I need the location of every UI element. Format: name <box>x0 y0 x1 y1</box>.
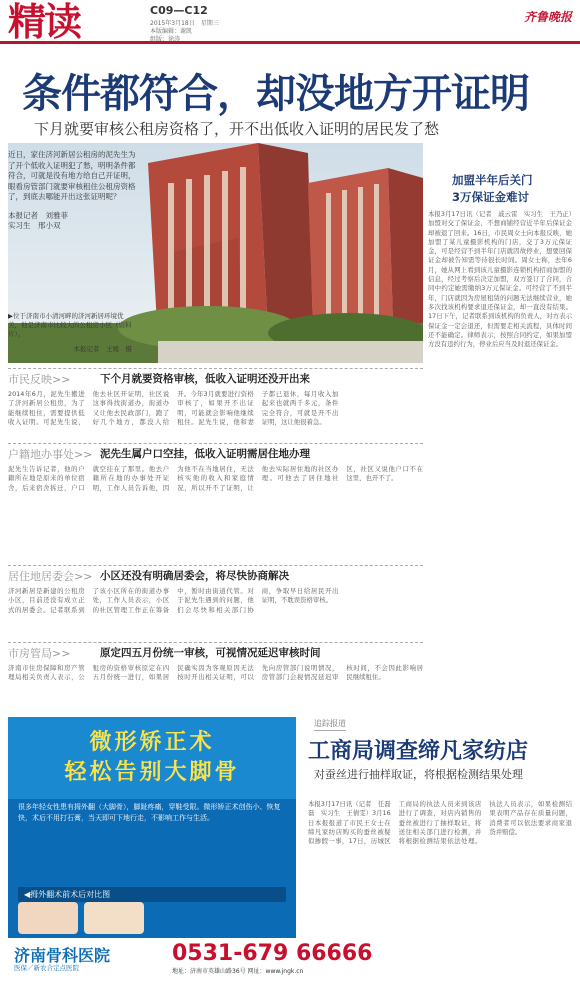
issue-info <box>150 20 219 44</box>
side-story-body: 本报3月17日讯（记者 戚云雷 实习生 王乃正）加盟对交了保证金，不想商铺经营近半年后保证金却被退了回来。16日，市民周女士向本报反映，她加盟了某儿童摄影机构的门店，交了3万元保证金，可是经营不到半年门店就因故停业，想要回保证金却被告知需等待很长时间。周女士称，去年6月，她从网上看到该儿童摄影连锁机构招商加盟的信息，经过考察后决定加盟，双方签订了合同，合同中约定她需缴纳3万元保证金。可经营了不到半年，门店就因为房屋租赁的问题无法继续营业，她多次找该机构要求退还保证金，却一直没有结果。17日下午，记者联系到该机构的负责人，对方表示保证金一定会退还，但需要走相关流程，具体时间还不能确定。律师表示，按照合同约定，如果加盟方没有违约行为，停业后应当及时退还保证金。 <box>428 210 572 349</box>
section-tag: 市房管局>> <box>8 647 71 660</box>
page-subhead: 下月就要审核公租房资格了，开不出低收入证明的居民发了愁 <box>34 120 440 138</box>
section-title: 小区还没有明确居委会，将尽快协商解决 <box>100 570 289 582</box>
intro-reporter: 本报记者 刘雅菲 <box>8 210 68 220</box>
side-title-line2: 3万保证金难讨 <box>452 190 530 204</box>
masthead-logo: 齐鲁晚报 <box>523 10 572 24</box>
header-bar <box>0 0 580 44</box>
section-body-4: 济南市住房保障和房产管理局相关负责人表示，公租房的资格审核原定在四五月份统一进行，如果居民确实因为客观原因无法按时开出相关证明，可以先向房管部门说明情况，房管部门会视情况延迟审核时间，不会因此影响居民继续租住。 <box>8 664 423 682</box>
ad-title-1: 微形矫正术 <box>89 730 215 755</box>
section-tag: 居住地居委会>> <box>8 570 93 583</box>
foot-after-image <box>84 902 144 934</box>
intro-paragraph: 近日，家住济河新居公租房的泥先生为了开个低收入证明犯了愁，明明条件都符合，可就是没有地方给自己开证明，眼看房管部门就要审核租住公租房资格了，到底去哪能开出这张证明呢？ <box>8 150 136 201</box>
ad-phone: 0531-679 66666 <box>172 941 373 966</box>
caption-credit: 本报记者 王媛 摄 <box>73 345 132 353</box>
issue-layout: 组版：徐涛 <box>150 36 181 43</box>
section-brand: 精读 <box>8 0 81 44</box>
section-head-4 <box>8 642 423 660</box>
side-title-line1: 加盟半年后关门 <box>452 173 533 187</box>
side-story-title <box>452 172 533 206</box>
ad-title-2: 轻松告别大脚骨 <box>64 760 240 785</box>
issue-editor: 本版编辑：谢凯 <box>150 28 193 35</box>
ad-hospital-name: 济南骨科医院 <box>14 946 111 965</box>
section-head-2 <box>8 443 423 461</box>
ad-body: 很多年轻女性患有拇外翻（大脚骨），脚趾疼痛，穿鞋受限。微形矫正术创伤小、恢复快，术后不用打石膏，当天即可下地行走，不影响工作与生活。 <box>18 803 281 822</box>
section-title: 原定四五月份统一审核，可视情况延迟审核时间 <box>100 647 321 659</box>
section-title: 泥先生属户口空挂，低收入证明需居住地办理 <box>100 448 310 460</box>
section-body-1: 2014年6月，泥先生搬进了济河新居公租房，为了能继续租住，需要提供低收入证明。可泥先生说，他去社区开证明，社区说这事得找街道办，街道办又让他去民政部门，跑了好几个地方，都没人给开。今年3月就要进行资格审核了，如果开不出证明，可能就会影响他继续租住。泥先生说，他和妻子都已退休，每月收入加起来也就两千多元，条件完全符合，可就是开不出证明，这让他很着急。 <box>8 390 339 426</box>
foot-before-image <box>18 902 78 934</box>
ad-slogan: 医保／新农合定点医院 <box>14 964 79 972</box>
section-head-1 <box>8 368 423 386</box>
section-tag: 市民反映>> <box>8 373 71 386</box>
section-tag: 户籍地办事处>> <box>8 448 93 461</box>
follow-subhead: 对蚕丝进行抽样取证，将根据检测结果处理 <box>314 768 523 781</box>
intro-intern: 实习生 邢小双 <box>8 221 61 230</box>
section-body-2: 泥先生告诉记者，他的户籍所在地是原来的单位宿舍，后来宿舍拆迁，户口就空挂在了那里。他去户籍所在地的办事处开证明，工作人员告诉他，因为他不在当地居住，无法核实他的收入和家庭情况，所以开不了证明，让他去实际居住地的社区办理。可他去了居住地社区，社区又说他户口不在这里，也开不了。 <box>8 465 423 492</box>
follow-headline: 工商局调查缔凡家纺店 <box>308 739 529 764</box>
follow-tag: 追踪报道 <box>314 718 346 731</box>
ad-address: 地址：济南市英雄山路36号 网址：www.jngk.cn <box>172 968 304 975</box>
page-headline: 条件都符合，却没地方开证明 <box>22 71 529 117</box>
photo-caption <box>8 312 132 354</box>
follow-body: 本报3月17日讯（记者 任磊磊 实习生 王倩雯）3月16日本报报道了市民王女士在缔凡家纺店购买的蚕丝被疑似掺假一事，17日，历城区工商局的执法人员来到该店进行了调查，对店内销售的蚕丝被进行了抽样取证，将送往相关部门进行检测，并将根据检测结果依法处理。执法人员表示，如果检测结果表明产品存在质量问题，消费者可以依法要求商家退货并赔偿。 <box>308 800 572 846</box>
section-title: 下个月就要资格审核，低收入证明还没开出来 <box>100 373 310 385</box>
caption-text: ▶位于济南市小清河畔的济河新居环境优美，他是济南市比较大的公租房小区（资料片）。 <box>8 312 132 338</box>
intro-text <box>8 150 136 232</box>
issue-date: 2015年3月18日 星期三 <box>150 20 219 27</box>
section-body-3: 济河新居是新建的公租房小区，目前还没有成立正式的居委会。记者联系到了该小区所在的街道办事处，工作人员表示，小区的社区管理工作正在筹备中，暂时由街道代管。对于泥先生遇到的问题，他们会尽快和相关部门协商，争取早日给居民开出证明，不耽误资格审核。 <box>8 587 339 614</box>
section-head-3 <box>8 565 423 583</box>
issue-number: C09—C12 <box>150 4 208 17</box>
ad-compare-label: ◀拇外翻术前术后对比图 <box>18 887 286 902</box>
